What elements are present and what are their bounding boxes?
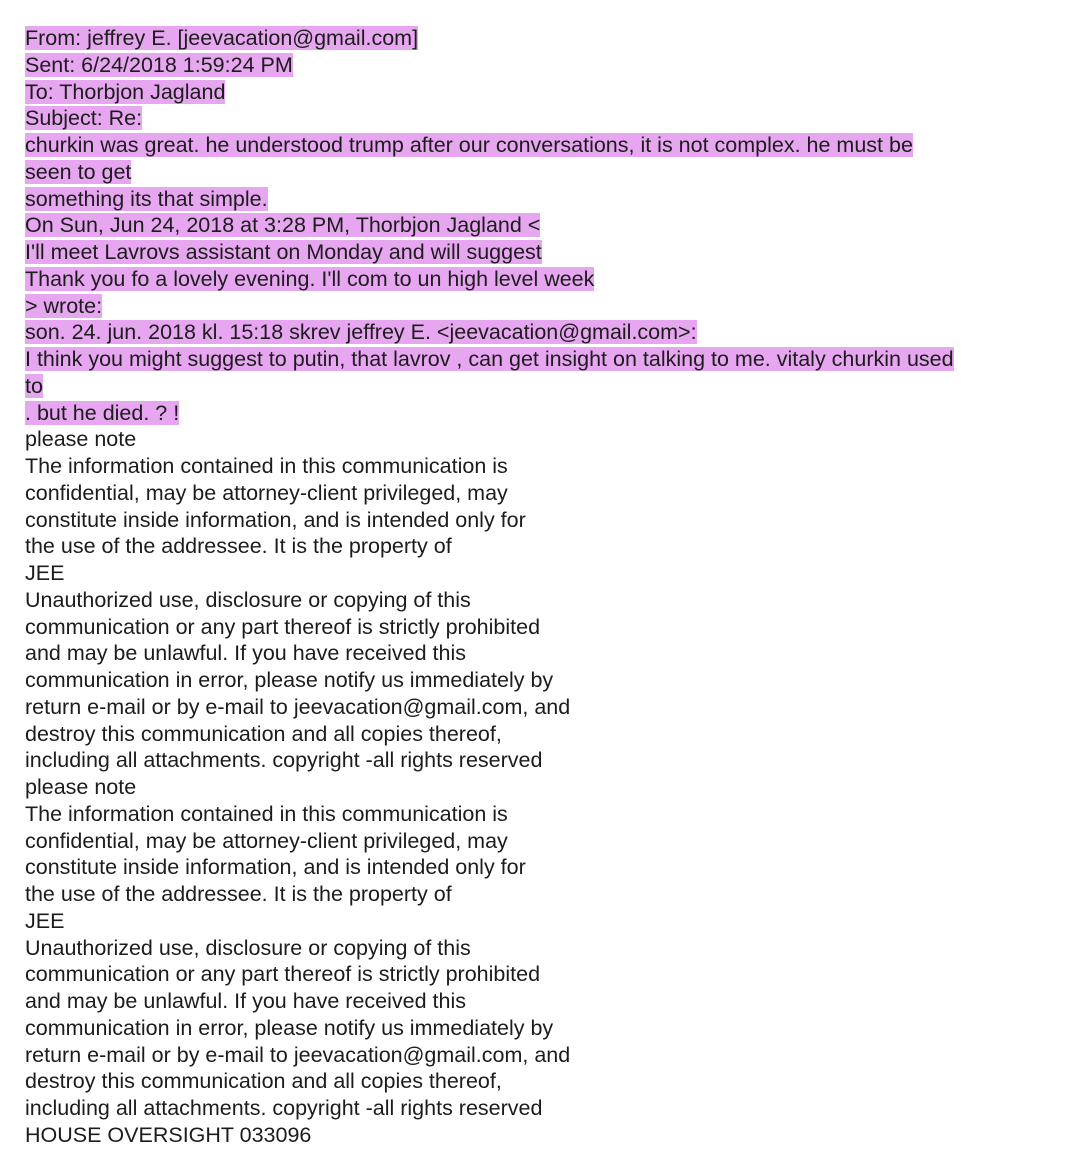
document-line	[25, 721, 1065, 748]
highlighted-text: > wrote:	[25, 293, 103, 318]
document-line	[25, 507, 1065, 534]
document-line	[25, 186, 1065, 213]
document-line	[25, 266, 1065, 293]
document-line	[25, 533, 1065, 560]
line-text: return e-mail or by e-mail to jeevacation@gmail.com, and	[25, 1042, 571, 1067]
line-text: please note	[25, 427, 137, 452]
document-line	[25, 105, 1065, 132]
document-line	[25, 346, 1065, 373]
highlighted-text: On Sun, Jun 24, 2018 at 3:28 PM, Thorbjon Jagland <	[25, 213, 541, 238]
line-text: confidential, may be attorney-client privileged, may	[25, 828, 508, 853]
highlighted-text: to	[25, 373, 43, 398]
document-line	[25, 373, 1065, 400]
document-line	[25, 747, 1065, 774]
highlighted-text: . but he died. ? !	[25, 400, 180, 425]
line-text: the use of the addressee. It is the property of	[25, 882, 452, 906]
line-text: communication or any part thereof is strictly prohibited	[25, 614, 541, 639]
line-text: HOUSE OVERSIGHT 033096	[25, 1122, 312, 1147]
document-line	[25, 908, 1065, 935]
line-text: destroy this communication and all copies thereof,	[25, 1069, 502, 1094]
document-line	[25, 159, 1065, 186]
document-line	[25, 400, 1065, 427]
line-text: communication in error, please notify us immediately by	[25, 668, 554, 692]
line-text: including all attachments. copyright -all rights reserved	[25, 748, 543, 773]
document-line	[25, 79, 1065, 106]
line-text: Unauthorized use, disclosure or copying of this	[25, 587, 471, 612]
line-text: constitute inside information, and is intended only for	[25, 855, 526, 880]
highlighted-text: Thank you fo a lovely evening. I'll com to un high level week	[25, 266, 595, 291]
line-text: constitute inside information, and is intended only for	[25, 507, 526, 532]
document-line	[25, 132, 1065, 159]
line-text: confidential, may be attorney-client privileged, may	[25, 480, 508, 505]
document-line	[25, 694, 1065, 721]
line-text: and may be unlawful. If you have received this	[25, 641, 467, 666]
line-text: destroy this communication and all copies thereof,	[25, 721, 502, 746]
document-line	[25, 52, 1065, 79]
highlighted-text: I'll meet Lavrovs assistant on Monday and will suggest	[25, 240, 542, 264]
line-text: communication or any part thereof is strictly prohibited	[25, 962, 541, 987]
document-line	[25, 319, 1065, 346]
line-text: the use of the addressee. It is the property of	[25, 534, 452, 559]
line-text: return e-mail or by e-mail to jeevacation@gmail.com, and	[25, 694, 571, 719]
document-line	[25, 239, 1065, 266]
document-line	[25, 881, 1065, 908]
highlighted-text: From: jeffrey E. [jeevacation@gmail.com]	[25, 26, 419, 50]
line-text: communication in error, please notify us immediately by	[25, 1015, 554, 1040]
document-line	[25, 560, 1065, 587]
document-line	[25, 25, 1065, 52]
document-line	[25, 614, 1065, 641]
document-line	[25, 1068, 1065, 1095]
document-line	[25, 293, 1065, 320]
highlighted-text: seen to get	[25, 159, 132, 184]
line-text: JEE	[25, 561, 65, 585]
highlighted-text: Sent: 6/24/2018 1:59:24 PM	[25, 52, 293, 77]
document-line	[25, 1122, 1065, 1149]
document-line	[25, 1095, 1065, 1122]
document-line	[25, 426, 1065, 453]
document-line	[25, 828, 1065, 855]
document-line	[25, 212, 1065, 239]
document-line	[25, 1015, 1065, 1042]
document-line	[25, 774, 1065, 801]
line-text: including all attachments. copyright -all rights reserved	[25, 1096, 543, 1120]
document-line	[25, 801, 1065, 828]
line-text: JEE	[25, 908, 65, 933]
highlighted-text: churkin was great. he understood trump after our conversations, it is not complex. he must be	[25, 133, 913, 157]
highlighted-text: son. 24. jun. 2018 kl. 15:18 skrev jeffrey E. <jeevacation@gmail.com>:	[25, 320, 697, 345]
highlighted-text: I think you might suggest to putin, that lavrov , can get insight on talking to me. vitaly churkin used	[25, 347, 954, 371]
email-document	[25, 25, 1065, 1149]
line-text: please note	[25, 775, 137, 799]
line-text: and may be unlawful. If you have received this	[25, 989, 467, 1013]
document-line	[25, 640, 1065, 667]
document-line	[25, 587, 1065, 614]
line-text: The information contained in this communication is	[25, 454, 508, 478]
document-line	[25, 854, 1065, 881]
highlighted-text: Subject: Re:	[25, 106, 143, 131]
line-text: Unauthorized use, disclosure or copying of this	[25, 935, 471, 960]
line-text: The information contained in this communication is	[25, 801, 508, 826]
document-line	[25, 988, 1065, 1015]
document-line	[25, 480, 1065, 507]
document-line	[25, 961, 1065, 988]
document-line	[25, 453, 1065, 480]
document-line	[25, 1042, 1065, 1069]
highlighted-text: To: Thorbjon Jagland	[25, 79, 226, 104]
highlighted-text: something its that simple.	[25, 186, 268, 211]
document-line	[25, 935, 1065, 962]
document-line	[25, 667, 1065, 694]
